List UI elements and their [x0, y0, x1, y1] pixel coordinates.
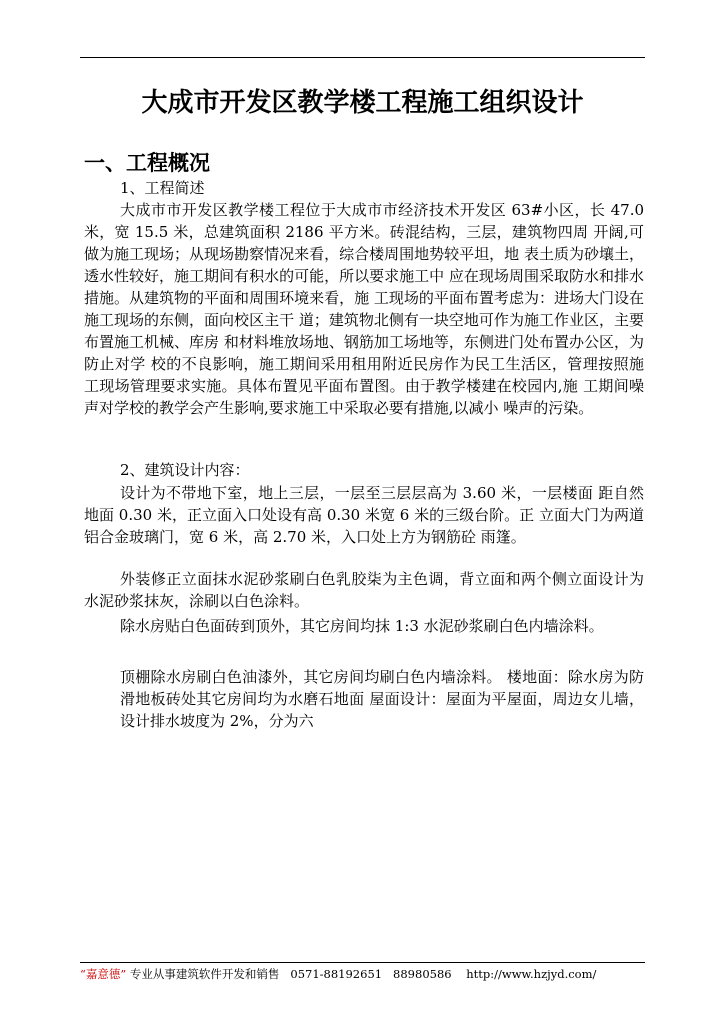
paragraph-interior-walls: 除水房贴白色面砖到顶外，其它房间均抹 1:3 水泥砂浆刷白色内墙涂料。 [120, 617, 604, 635]
paragraph-exterior-finish: 外装修正立面抹水泥砂浆刷白色乳胶柒为主色调，背立面和两个侧立面设计为水泥砂浆抹灰，涂刷以白色涂料。 [84, 570, 644, 610]
subsection-heading-architecture: 2、建筑设计内容： [120, 461, 250, 479]
paragraph-ceiling-floor-roof: 顶棚除水房刷白色油漆外，其它房间均刷白色内墙涂料。 楼地面：除水房为防滑地板砖处其它房间均为水磨石地面 屋面设计：屋面为平屋面，周边女儿墙，设计排水坡度为 2%，分为六 [120, 668, 644, 730]
footer-rule [80, 962, 645, 963]
footer-phone: 0571-88192651 [290, 967, 383, 981]
footer-tagline: 专业从事建筑软件开发和销售 [129, 967, 280, 981]
section-heading-overview: 一、工程概况 [84, 151, 210, 175]
footer [80, 966, 645, 982]
subsection-heading-summary: 1、工程简述 [120, 179, 205, 197]
paragraph-design-levels: 设计为不带地下室，地上三层，一层至三层层高为 3.60 米，一层楼面 距自然地面 0.30 米，正立面入口处设有高 0.30 米宽 6 米的三级台阶。正 立面大门为两道铝合金玻璃门，宽 6 米，高 2.70 米，入口处上方为钢筋砼 雨篷。 [84, 484, 644, 546]
footer-phone-2: 88980586 [393, 967, 452, 981]
paragraph-project-summary: 大成市市开发区教学楼工程位于大成市市经济技术开发区 63#小区，长 47.0 米，宽 15.5 米，总建筑面积 2186 平方米。砖混结构，三层，建筑物四周 开阔,可做为施工现场；从现场勘察情况来看，综合楼周围地势较平坦，地 表土质为砂壤土，透水性较好，施工期间有积水的可能，所以要求施工中 应在现场周围采取防水和排水措施。从建筑物的平面和周围环境来看，施 工现场的平面布置考虑为：进场大门设在施工现场的东侧，面向校区主干 道；建筑物北侧有一块空地可作为施工作业区，主要布置施工机械、库房 和材料堆放场地、钢筋加工场地等，东侧进门处布置办公区，为防止对学 校的不良影响，施工期间采用租用附近民房作为民工生活区，管理按照施 工现场管理要求实施。具体布置见平面布置图。由于教学楼建在校园内,施 工期间噪声对学校的教学会产生影响,要求施工中采取必要有措施,以减小 噪声的污染。 [84, 201, 644, 417]
document-title: 大成市开发区教学楼工程施工组织设计 [141, 88, 584, 118]
footer-brand: “嘉意德” [80, 967, 127, 981]
footer-url[interactable]: http://www.hzjyd.com/ [466, 967, 597, 981]
header-rule [80, 57, 645, 58]
